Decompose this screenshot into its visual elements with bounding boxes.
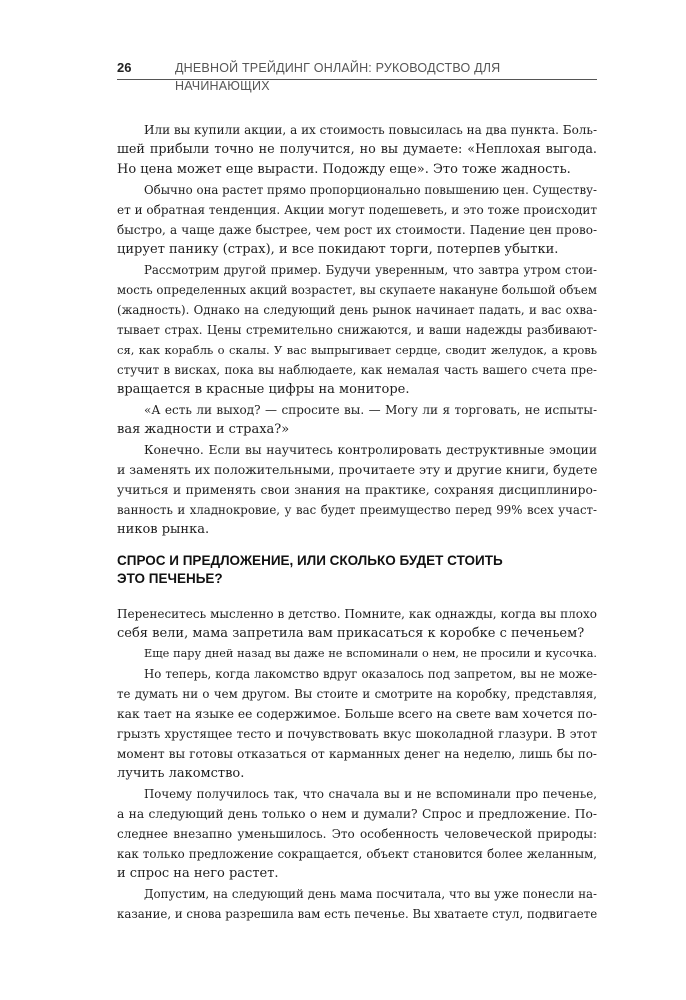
text-line: мость определенных акций возрастет, вы скупаете накануне большой объем [117,283,597,297]
text-line: Конечно. Если вы научитесь контролировать деструктивные эмоции [144,443,597,457]
text-line: тывает страх. Цены стремительно снижаются, и ваши надежды разбивают- [117,323,597,337]
text-line: лучить лакомство. [117,766,245,781]
text-line: ников рынка. [117,522,210,537]
heading-line: СПРОС И ПРЕДЛОЖЕНИЕ, ИЛИ СКОЛЬКО БУДЕТ СТОИТЬ [117,553,503,568]
text-line: ет и обратная тенденция. Акции могут подешеветь, и это тоже происходит [117,203,597,217]
text-line: Почему получилось так, что сначала вы и не вспоминали про печенье, [144,787,597,801]
text-line: ванность и хладнокровие, у вас будет преимущество перед 99% всех участ- [117,503,597,517]
text-line: ся, как корабль о скалы. У вас выпрыгивает сердце, сводит желудок, а кровь [117,343,597,357]
text-line: как только предложение сокращается, объект становится более желанным, [117,847,597,861]
body-text-section-1 [117,120,597,540]
text-line: те думать ни о чем другом. Вы стоите и смотрите на коробку, представляя, [117,687,597,701]
text-line: Еще пару дней назад вы даже не вспоминали о нем, не просили и кусочка. [144,647,597,660]
text-line: Или вы купили акции, а их стоимость повысилась на два пункта. Боль- [144,123,597,137]
text-line: грызть хрустящее тесто и почувствовать вкус шоколадной глазури. В этот [117,727,597,741]
body-text-section-2 [117,604,597,924]
text-line: Перенеситесь мысленно в детство. Помните, как однажды, когда вы плохо [117,607,597,621]
text-line: Но теперь, когда лакомство вдруг оказалось под запретом, вы не може- [144,667,597,681]
text-line: цирует панику (страх), и все покидают торги, потерпев убытки. [117,242,559,257]
text-line: как тает на языке ее содержимое. Больше всего на свете вам хочется по- [117,707,597,721]
text-line: себя вели, мама запретила вам прикасаться к коробке с печеньем? [117,626,585,641]
text-line: момент вы готовы отказаться от карманных денег на неделю, лишь бы по- [117,747,597,761]
text-line: и заменять их положительными, прочитаете эту и другие книги, будете [117,462,597,477]
text-line: (жадность). Однако на следующий день рынок начинает падать, и вас охва- [117,303,597,317]
text-line: Рассмотрим другой пример. Будучи уверенным, что завтра утром стои- [144,263,597,277]
text-line: шей прибыли точно не получится, но вы думаете: «Неплохая выгода. [117,142,597,157]
text-line: учиться и применять свои знания на практике, сохраняя дисциплиниро- [117,483,597,497]
running-title: ДНЕВНОЙ ТРЕЙДИНГ ОНЛАЙН: РУКОВОДСТВО ДЛЯ НАЧИНАЮЩИХ [175,61,501,93]
section-heading [117,552,597,588]
text-line: вращается в красные цифры на мониторе. [117,382,410,397]
text-line: Допустим, на следующий день мама посчитала, что вы уже понесли на- [144,887,597,901]
text-line: следнее внезапно уменьшилось. Это особенность человеческой природы: [117,827,597,841]
text-line: и спрос на него растет. [117,866,279,881]
text-line: быстро, а чаще даже быстрее, чем рост их стоимости. Падение цен прово- [117,223,597,237]
page-number: 26 [117,60,132,75]
heading-line: ЭТО ПЕЧЕНЬЕ? [117,571,223,586]
text-line: казание, и снова разрешила вам есть печенье. Вы хватаете стул, подвигаете [117,907,597,921]
text-line: «А есть ли выход? — спросите вы. — Могу ли я торговать, не испыты- [144,403,597,417]
text-line: а на следующий день только о нем и думали? Спрос и предложение. По- [117,807,597,821]
page-header [117,59,597,93]
text-line: Но цена может еще вырасти. Подожду еще». Это тоже жадность. [117,162,571,177]
text-line: Обычно она растет прямо пропорционально повышению цен. Существу- [144,183,597,197]
text-line: вая жадности и страха?» [117,422,290,437]
text-line: стучит в висках, пока вы наблюдаете, как немалая часть вашего счета пре- [117,363,597,377]
